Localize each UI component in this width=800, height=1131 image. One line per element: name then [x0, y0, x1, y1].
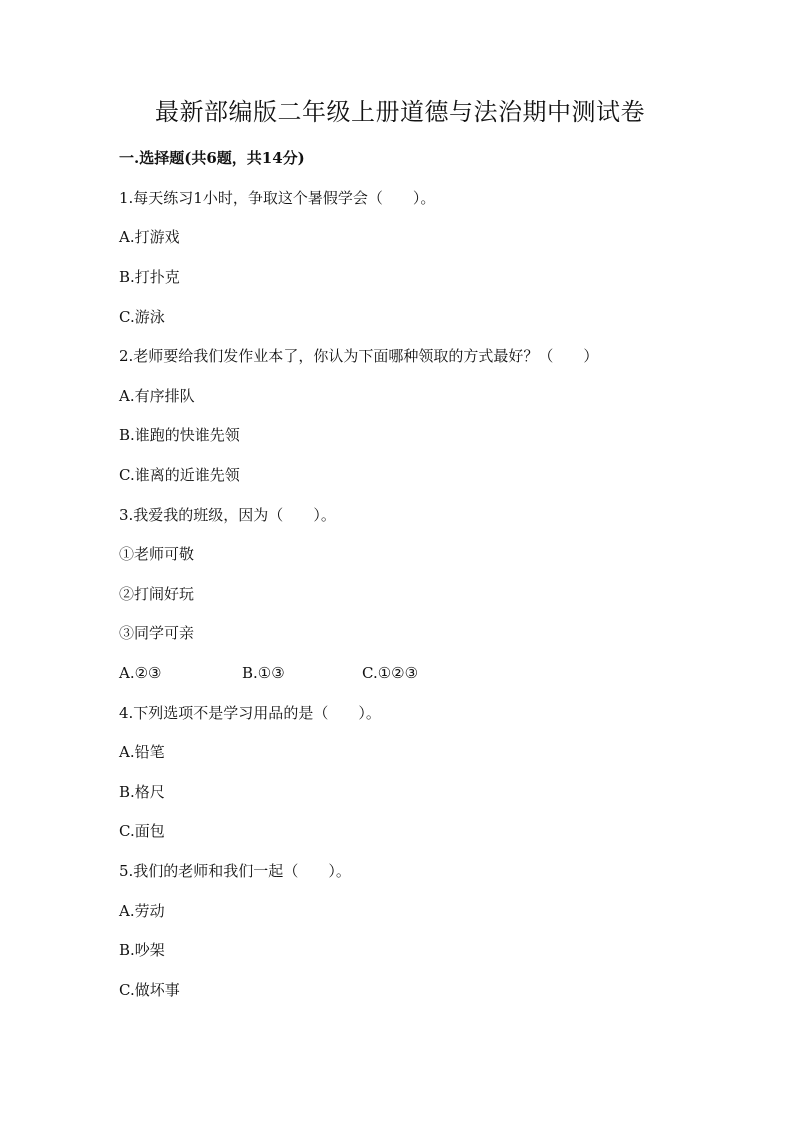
question-3-option-a: A.②③: [119, 664, 162, 682]
question-1-option-c: C.游泳: [119, 308, 165, 326]
question-4-option-c: C.面包: [119, 822, 165, 840]
question-3-option-c: C.①②③: [362, 664, 419, 682]
question-1-stem: 1.每天练习1小时，争取这个暑假学会（ ）。: [119, 189, 436, 207]
question-3-option-b: B.①③: [242, 664, 285, 682]
question-1-option-b: B.打扑克: [119, 268, 180, 286]
question-2-option-a: A.有序排队: [119, 387, 195, 405]
question-4-option-b: B.格尺: [119, 783, 165, 801]
question-3-statement-3: ③同学可亲: [119, 624, 195, 642]
question-1-option-a: A.打游戏: [119, 228, 180, 246]
question-3-statement-1: ①老师可敬: [119, 545, 195, 563]
question-5-option-c: C.做坏事: [119, 981, 180, 999]
section-heading: 一.选择题(共6题，共14分): [119, 149, 305, 167]
question-4-stem: 4.下列选项不是学习用品的是（ ）。: [119, 704, 381, 722]
question-5-stem: 5.我们的老师和我们一起（ ）。: [119, 862, 351, 880]
question-3-stem: 3.我爱我的班级，因为（ ）。: [119, 506, 336, 524]
page-title: 最新部编版二年级上册道德与法治期中测试卷: [155, 98, 645, 126]
question-2-option-c: C.谁离的近谁先领: [119, 466, 240, 484]
question-2-option-b: B.谁跑的快谁先领: [119, 426, 240, 444]
question-3-options-row: [119, 663, 519, 683]
question-5-option-a: A.劳动: [119, 902, 165, 920]
question-5-option-b: B.吵架: [119, 941, 165, 959]
question-2-stem: 2.老师要给我们发作业本了，你认为下面哪种领取的方式最好？（ ）: [119, 347, 599, 365]
question-3-statement-2: ②打闹好玩: [119, 585, 195, 603]
question-4-option-a: A.铅笔: [119, 743, 165, 761]
